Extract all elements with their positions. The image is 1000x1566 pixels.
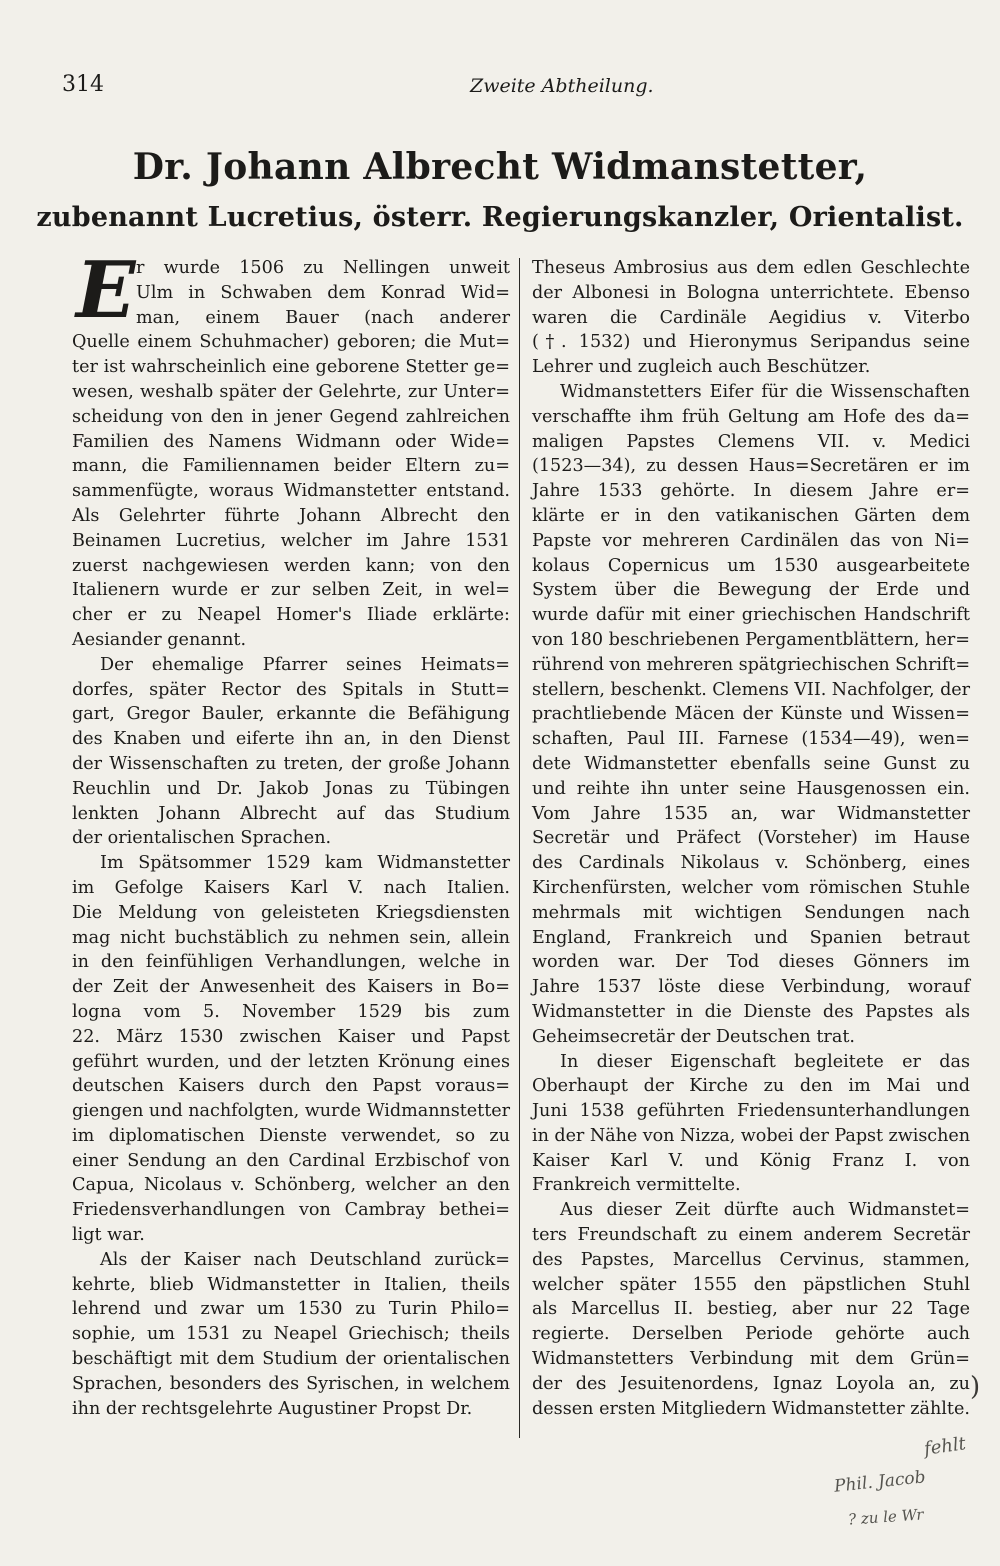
text-line: schaften, Paul III. Farnese (1534—49), wen= [532, 729, 970, 750]
text-line: klärte er in den vatikanischen Gärten dem [532, 505, 970, 526]
handwritten-annotation [832, 1430, 1000, 1566]
text-line: lehrend und zwar um 1530 zu Turin Philo= [72, 1299, 510, 1320]
text-line: r wurde 1506 zu Nellingen unweit [136, 258, 510, 278]
article-subtitle: zubenannt Lucretius, österr. Regierungskanzler, Orientalist. [36, 202, 964, 233]
text-line: giengen und nachfolgten, wurde Widmannstetter [72, 1101, 510, 1122]
text-line: wesen, weshalb später der Gelehrte, zur Unter= [72, 381, 510, 402]
text-line: Der ehemalige Pfarrer seines Heimats= [100, 654, 510, 675]
text-line: Ulm in Schwaben dem Konrad Wid= [136, 282, 510, 303]
text-line: wurde dafür mit einer griechischen Handschrift [532, 605, 970, 626]
text-line: dorfes, später Rector des Spitals in Stutt= [72, 679, 510, 700]
text-line: 22. März 1530 zwischen Kaiser und Papst [72, 1026, 510, 1047]
text-line: Capua, Nicolaus v. Schönberg, welcher an den [72, 1175, 510, 1196]
text-line: Oberhaupt der Kirche zu den im Mai und [532, 1076, 970, 1097]
drop-cap-letter: E [76, 245, 136, 336]
text-line: ter ist wahrscheinlich eine geborene Stetter ge= [72, 357, 510, 378]
text-line: in den feinfühligen Verhandlungen, welche in [72, 952, 510, 973]
text-line: von 180 beschriebenen Pergamentblättern, her= [532, 629, 970, 650]
text-line: (†. 1532) und Hieronymus Seripandus seine [532, 332, 970, 353]
text-line: welcher später 1555 den päpstlichen Stuhl [532, 1274, 970, 1295]
text-line: Secretär und Präfect (Vorsteher) im Hause [532, 828, 970, 849]
handwritten-note-1: fehlt [922, 1433, 968, 1460]
text-line: In dieser Eigenschaft begleitete er das [560, 1051, 970, 1072]
right-column [532, 256, 970, 1421]
text-line: des Knaben und eiferte ihn an, in den Dienst [72, 729, 510, 750]
text-line: des Cardinals Nikolaus v. Schönberg, eines [532, 853, 970, 874]
text-line: und reihte ihn unter seine Hausgenossen ein. [532, 778, 970, 799]
text-line: Frankreich vermittelte. [532, 1175, 741, 1196]
text-line: man, einem Bauer (nach anderer [136, 307, 510, 328]
text-line: als Marcellus II. bestieg, aber nur 22 Tage [532, 1299, 970, 1320]
text-line: worden war. Der Tod dieses Gönners im [532, 952, 970, 973]
text-line: mehrmals mit wichtigen Sendungen nach [532, 902, 970, 923]
text-line: kolaus Copernicus um 1530 ausgearbeitete [532, 555, 970, 576]
column-divider [519, 258, 520, 1438]
text-line: der des Jesuitenordens, Ignaz Loyola an, zu [532, 1373, 970, 1394]
text-line: sophie, um 1531 zu Neapel Griechisch; theils [72, 1324, 510, 1345]
text-line: im diplomatischen Dienste verwendet, so zu [72, 1125, 510, 1146]
text-line: Reuchlin und Dr. Jakob Jonas zu Tübingen [72, 778, 510, 799]
text-line: Familien des Namens Widmann oder Wide= [72, 431, 510, 452]
text-line: Kirchenfürsten, welcher vom römischen Stuhle [532, 877, 970, 898]
text-line: ligt war. [72, 1225, 145, 1246]
text-line: scheidung von den in jener Gegend zahlreichen [72, 406, 510, 427]
text-line: kehrte, blieb Widmanstetter in Italien, theils [72, 1274, 510, 1295]
text-line: England, Frankreich und Spanien betraut [532, 927, 970, 948]
text-line: Jahre 1533 gehörte. In diesem Jahre er= [532, 481, 970, 502]
text-line: mag nicht buchstäblich zu nehmen sein, allein [72, 927, 510, 948]
text-line: Vom Jahre 1535 an, war Widmanstetter [532, 803, 970, 824]
text-line: deutschen Kaisers durch den Papst voraus= [72, 1076, 510, 1097]
text-line: im Gefolge Kaisers Karl V. nach Italien. [72, 877, 510, 898]
page-header [60, 72, 980, 102]
text-line: des Papstes, Marcellus Cervinus, stammen, [532, 1249, 970, 1270]
handwritten-note-3: ? zu le Wr [847, 1505, 925, 1529]
text-line: Geheimsecretär der Deutschen trat. [532, 1026, 855, 1047]
text-line: der orientalischen Sprachen. [72, 828, 332, 849]
text-line: dete Widmanstetter ebenfalls seine Gunst zu [532, 753, 970, 774]
text-line: Theseus Ambrosius aus dem edlen Geschlechte [532, 258, 970, 278]
text-line: Im Spätsommer 1529 kam Widmanstetter [100, 853, 510, 874]
text-line: stellern, beschenkt. Clemens VII. Nachfolger, der [532, 679, 970, 700]
text-line: Friedensverhandlungen von Cambray bethei= [72, 1200, 510, 1221]
text-line: prachtliebende Mäcen der Künste und Wissen= [532, 704, 970, 725]
text-line: Juni 1538 geführten Friedensunterhandlungen [532, 1101, 970, 1122]
text-line: Als der Kaiser nach Deutschland zurück= [100, 1249, 510, 1270]
page-number: 314 [62, 72, 104, 97]
text-line: Aesiander genannt. [72, 629, 247, 650]
text-line: mann, die Familiennamen beider Eltern zu= [72, 456, 510, 477]
text-line: dessen ersten Mitgliedern Widmanstetter zählte. [532, 1398, 970, 1419]
text-line: (1523—34), zu dessen Haus=Secretären er im [532, 456, 970, 477]
text-line: cher er zu Neapel Homer's Iliade erklärte: [72, 605, 510, 626]
text-line: zuerst nachgewiesen werden kann; von den [72, 555, 510, 576]
text-line: der Wissenschaften zu treten, der große Johann [72, 753, 510, 774]
text-line: gart, Gregor Bauler, erkannte die Befähigung [72, 704, 510, 725]
text-line: maligen Papstes Clemens VII. v. Medici [532, 431, 970, 452]
text-line: Sprachen, besonders des Syrischen, in welchem [72, 1373, 510, 1394]
text-line: System über die Bewegung der Erde und [532, 580, 970, 601]
text-line: einer Sendung an den Cardinal Erzbischof von [72, 1150, 510, 1171]
text-line: Die Meldung von geleisteten Kriegsdiensten [72, 902, 510, 923]
text-line: Papste vor mehreren Cardinälen das von Ni= [532, 530, 970, 551]
text-line: Lehrer und zugleich auch Beschützer. [532, 357, 871, 378]
text-line: Jahre 1537 löste diese Verbindung, worauf [532, 977, 970, 998]
text-line: Kaiser Karl V. und König Franz I. von [532, 1150, 970, 1171]
text-line: sammenfügte, woraus Widmanstetter entstand. [72, 481, 510, 502]
article-title: Dr. Johann Albrecht Widmanstetter, [132, 146, 868, 188]
text-line: Widmanstetters Eifer für die Wissenschaften [560, 381, 970, 402]
text-line: Aus dieser Zeit dürfte auch Widmanstet= [560, 1200, 970, 1221]
text-line: Italienern wurde er zur selben Zeit, in wel= [72, 580, 510, 601]
text-line: in der Nähe von Nizza, wobei der Papst zwischen [532, 1125, 970, 1146]
handwritten-note-2: Phil. Jacob [833, 1467, 927, 1497]
text-line: ters Freundschaft zu einem anderem Secretär [532, 1225, 970, 1246]
running-head: Zweite Abtheilung. [470, 75, 654, 97]
text-line: verschaffte ihm früh Geltung am Hofe des da= [532, 406, 970, 427]
text-line: ihn der rechtsgelehrte Augustiner Propst Dr. [72, 1398, 473, 1419]
text-line: Beinamen Lucretius, welcher im Jahre 1531 [72, 530, 510, 551]
text-line: Quelle einem Schuhmacher) geboren; die Mut= [72, 332, 510, 353]
text-line: der Zeit der Anwesenheit des Kaisers in Bo= [72, 977, 510, 998]
text-line: geführt wurden, und der letzten Krönung eines [72, 1051, 510, 1072]
text-line: lenkten Johann Albrecht auf das Studium [72, 803, 510, 824]
text-line: regierte. Derselben Periode gehörte auch [532, 1324, 970, 1345]
left-column [72, 256, 510, 1421]
text-line: logna vom 5. November 1529 bis zum [72, 1001, 510, 1022]
text-line: beschäftigt mit dem Studium der orientalischen [72, 1349, 510, 1370]
text-line: Als Gelehrter führte Johann Albrecht den [72, 505, 510, 526]
text-line: waren die Cardinäle Aegidius v. Viterbo [532, 307, 970, 328]
text-line: der Albonesi in Bologna unterrichtete. Ebenso [532, 282, 970, 303]
margin-bracket: ) [970, 1372, 981, 1402]
text-line: Widmanstetter in die Dienste des Papstes als [532, 1001, 970, 1022]
text-line: Widmanstetters Verbindung mit dem Grün= [532, 1349, 970, 1370]
text-line: rührend von mehreren spätgriechischen Schrift= [532, 654, 970, 675]
